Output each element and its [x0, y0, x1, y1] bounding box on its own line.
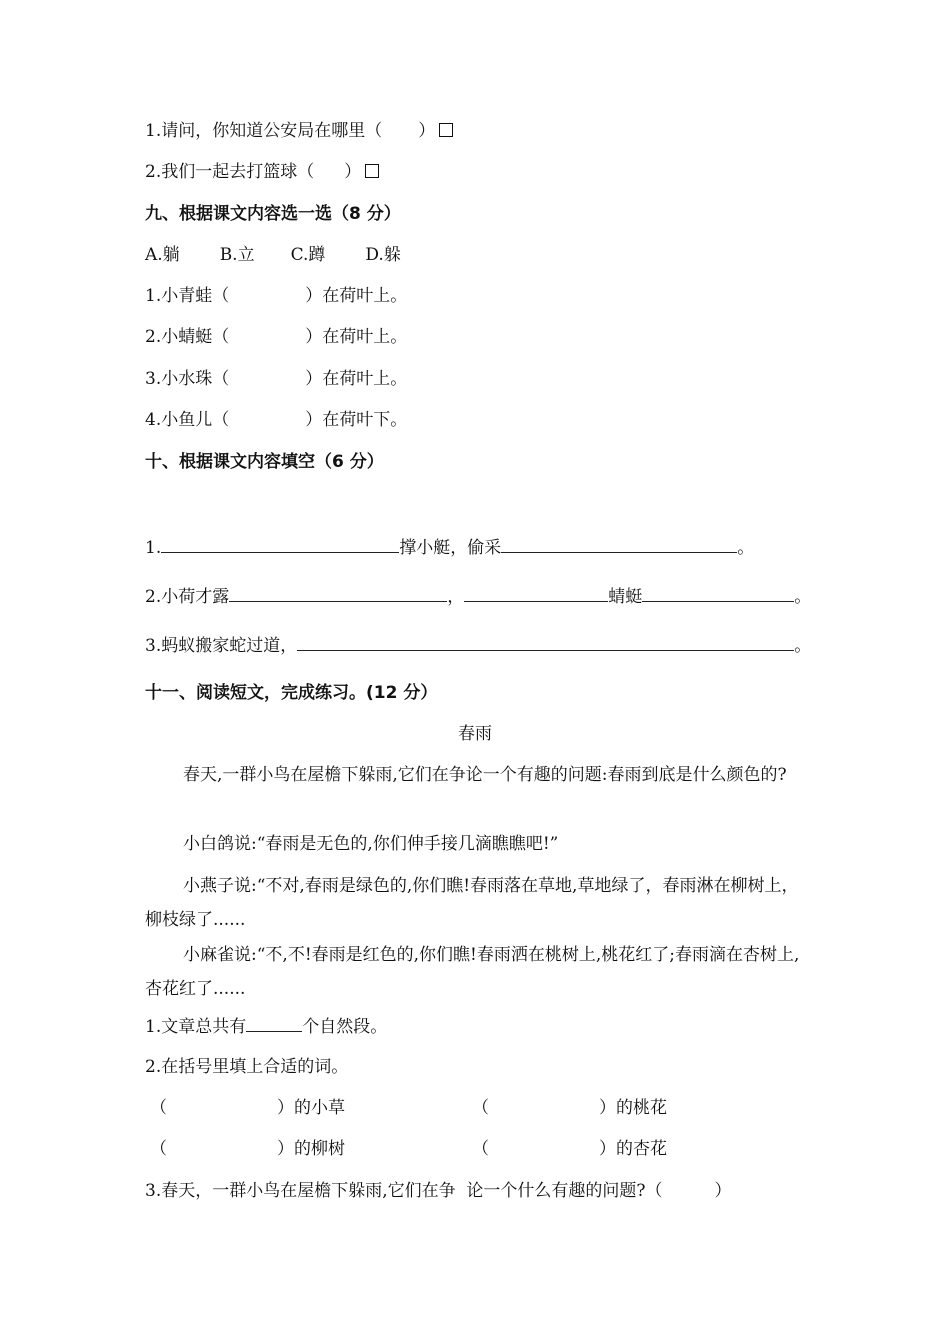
question-2: 2.在括号里填上合适的词。	[145, 1057, 349, 1077]
passage-paragraph-3: 小燕子说:“不对,春雨是绿色的,你们瞧!春雨落在草地,草地绿了，春雨淋在柳树上，柳枝绿了......	[145, 876, 799, 930]
section10-heading: 十、根据课文内容填空（6 分）	[145, 452, 384, 472]
word-fill-1[interactable]: （ ）的小草	[150, 1098, 345, 1118]
fill-blank-3[interactable]	[297, 634, 794, 651]
choice-options: A.躺 B.立 C.蹲 D.躲	[145, 245, 401, 265]
passage-paragraph-1: 春天,一群小鸟在屋檐下躲雨,它们在争论一个有趣的问题:春雨到底是什么颜色的?	[183, 765, 787, 785]
answer-checkbox-1[interactable]	[439, 123, 453, 137]
question-3: 3.春天，一群小鸟在屋檐下躲雨,它们在争 论一个什么有趣的问题?（ ）	[145, 1181, 732, 1201]
fill-item-2: 2.小荷才露 ， 蜻蜓 。	[145, 587, 812, 607]
question-1: 1.文章总共有 个自然段。	[145, 1017, 388, 1037]
fill-blank-2b[interactable]	[464, 585, 608, 602]
fill-blank-2c[interactable]	[642, 585, 794, 602]
fill-item-1: 1. 撑小艇，偷采 。	[145, 538, 755, 558]
choice-item-3: 3.小水珠（ ）在荷叶上。	[145, 369, 408, 389]
fill-blank-1a[interactable]	[161, 536, 399, 553]
fill-item-3: 3.蚂蚁搬家蛇过道， 。	[145, 636, 812, 656]
section11-heading: 十一、阅读短文，完成练习。(12 分）	[145, 683, 438, 703]
choice-item-1: 1.小青蛙（ ）在荷叶上。	[145, 286, 408, 306]
passage-paragraph-2: 小白鸽说:“春雨是无色的,你们伸手接几滴瞧瞧吧!”	[183, 834, 559, 854]
word-fill-2[interactable]: （ ）的桃花	[472, 1098, 667, 1118]
choice-item-2: 2.小蜻蜓（ ）在荷叶上。	[145, 327, 408, 347]
section9-heading: 九、根据课文内容选一选（8 分）	[145, 204, 401, 224]
fill-blank-2a[interactable]	[229, 585, 447, 602]
word-fill-3[interactable]: （ ）的柳树	[150, 1139, 345, 1159]
passage-title: 春雨	[458, 724, 492, 744]
paragraph-count-blank[interactable]	[246, 1015, 302, 1032]
passage-paragraph-4: 小麻雀说:“不,不!春雨是红色的,你们瞧!春雨洒在桃树上,桃花红了;春雨滴在杏树上,杏花红了......	[145, 945, 800, 999]
answer-checkbox-2[interactable]	[365, 164, 379, 178]
fill-blank-1b[interactable]	[501, 536, 737, 553]
word-fill-4[interactable]: （ ）的杏花	[472, 1139, 667, 1159]
choice-item-4: 4.小鱼儿（ ）在荷叶下。	[145, 410, 408, 430]
sentence-item-2: 2.我们一起去打篮球（ ）	[145, 161, 379, 183]
sentence-item-1: 1.请问，你知道公安局在哪里（ ）	[145, 120, 453, 142]
